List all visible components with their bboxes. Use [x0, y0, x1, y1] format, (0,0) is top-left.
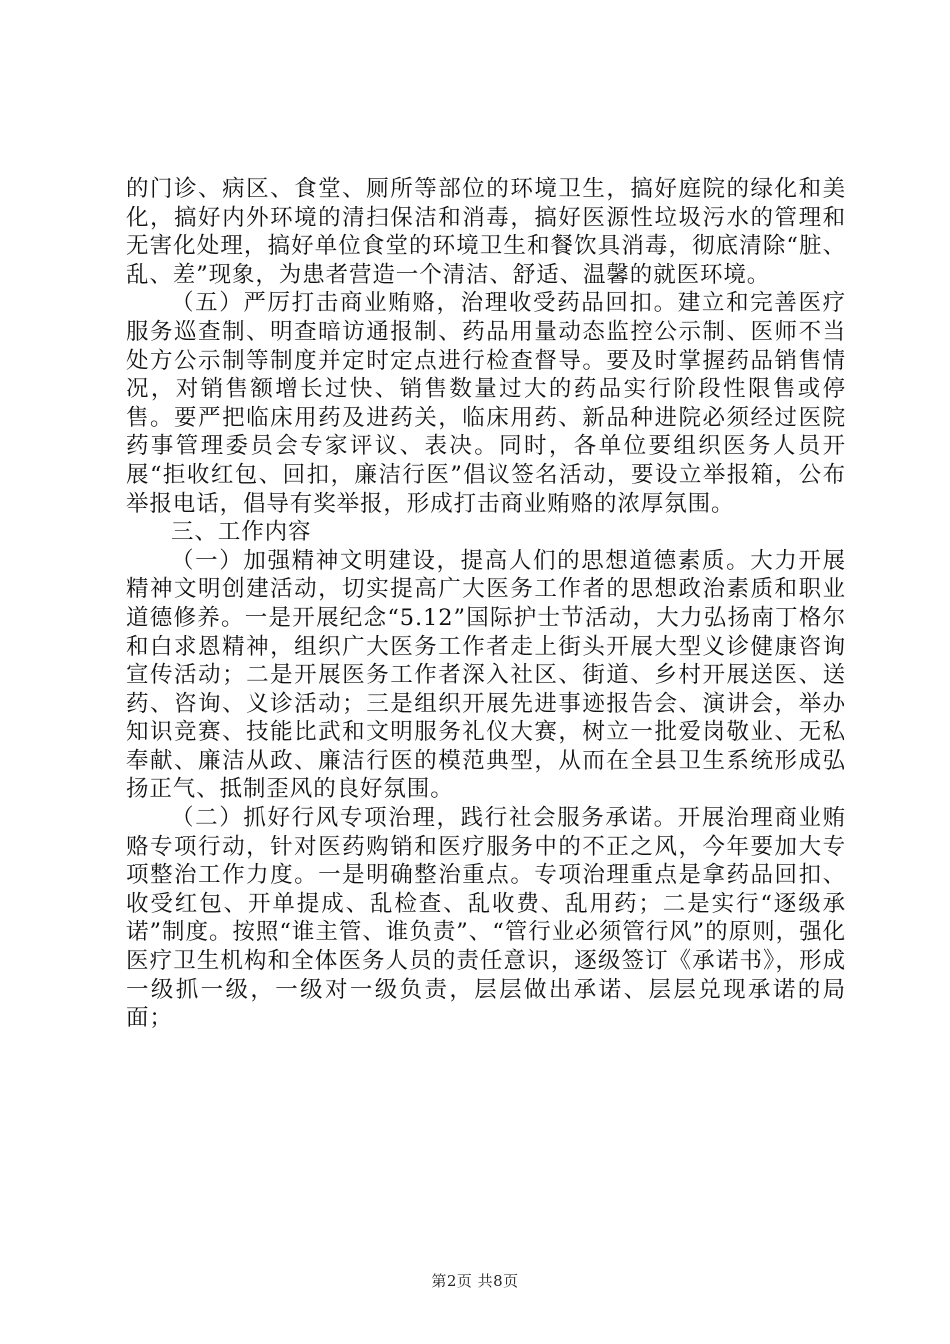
paragraph-continuation: 的门诊、病区、食堂、厕所等部位的环境卫生，搞好庭院的绿化和美化，搞好内外环境的清扫保洁和消毒，搞好医源性垃圾污水的管理和无害化处理，搞好单位食堂的环境卫生和餐饮具消毒，彻底清除“脏、乱、差”现象，为患者营造一个清洁、舒适、温馨的就医环境。 [126, 176, 846, 288]
page-footer: 第2页 共8页 [431, 1272, 519, 1290]
section-heading-work-content: 三、工作内容 [171, 519, 312, 546]
paragraph-section-one: （一）加强精神文明建设，提高人们的思想道德素质。大力开展精神文明创建活动，切实提高广大医务工作者的思想政治素质和职业道德修养。一是开展纪念“5.12”国际护士节活动，大力弘扬南丁格尔和白求恩精神，组织广大医务工作者走上街头开展大型义诊健康咨询宣传活动；二是开展医务工作者深入社区、街道、乡村开展送医、送药、咨询、义诊活动；三是组织开展先进事迹报告会、演讲会，举办知识竞赛、技能比武和文明服务礼仪大赛，树立一批爱岗敬业、无私奉献、廉洁从政、廉洁行医的模范典型，从而在全县卫生系统形成弘扬正气、抵制歪风的良好氛围。 [126, 547, 846, 803]
document-body [126, 175, 846, 1033]
paragraph-section-two: （二）抓好行风专项治理，践行社会服务承诺。开展治理商业贿赂专项行动，针对医药购销和医疗服务中的不正之风，今年要加大专项整治工作力度。一是明确整治重点。专项治理重点是拿药品回扣、收受红包、开单提成、乱检查、乱收费、乱用药；二是实行“逐级承诺”制度。按照“谁主管、谁负责”、“管行业必须管行风”的原则，强化医疗卫生机构和全体医务人员的责任意识，逐级签订《承诺书》，形成一级抓一级，一级对一级负责，层层做出承诺、层层兑现承诺的局面； [126, 805, 846, 1032]
paragraph-section-five: （五）严厉打击商业贿赂，治理收受药品回扣。建立和完善医疗服务巡查制、明查暗访通报制、药品用量动态监控公示制、医师不当处方公示制等制度并定时定点进行检查督导。要及时掌握药品销售情况，对销售额增长过快、销售数量过大的药品实行阶段性限售或停售。要严把临床用药及进药关，临床用药、新品种进院必须经过医院药事管理委员会专家评议、表决。同时，各单位要组织医务人员开展“拒收红包、回扣，廉洁行医”倡议签名活动，要设立举报箱，公布举报电话，倡导有奖举报，形成打击商业贿赂的浓厚氛围。 [126, 290, 846, 517]
